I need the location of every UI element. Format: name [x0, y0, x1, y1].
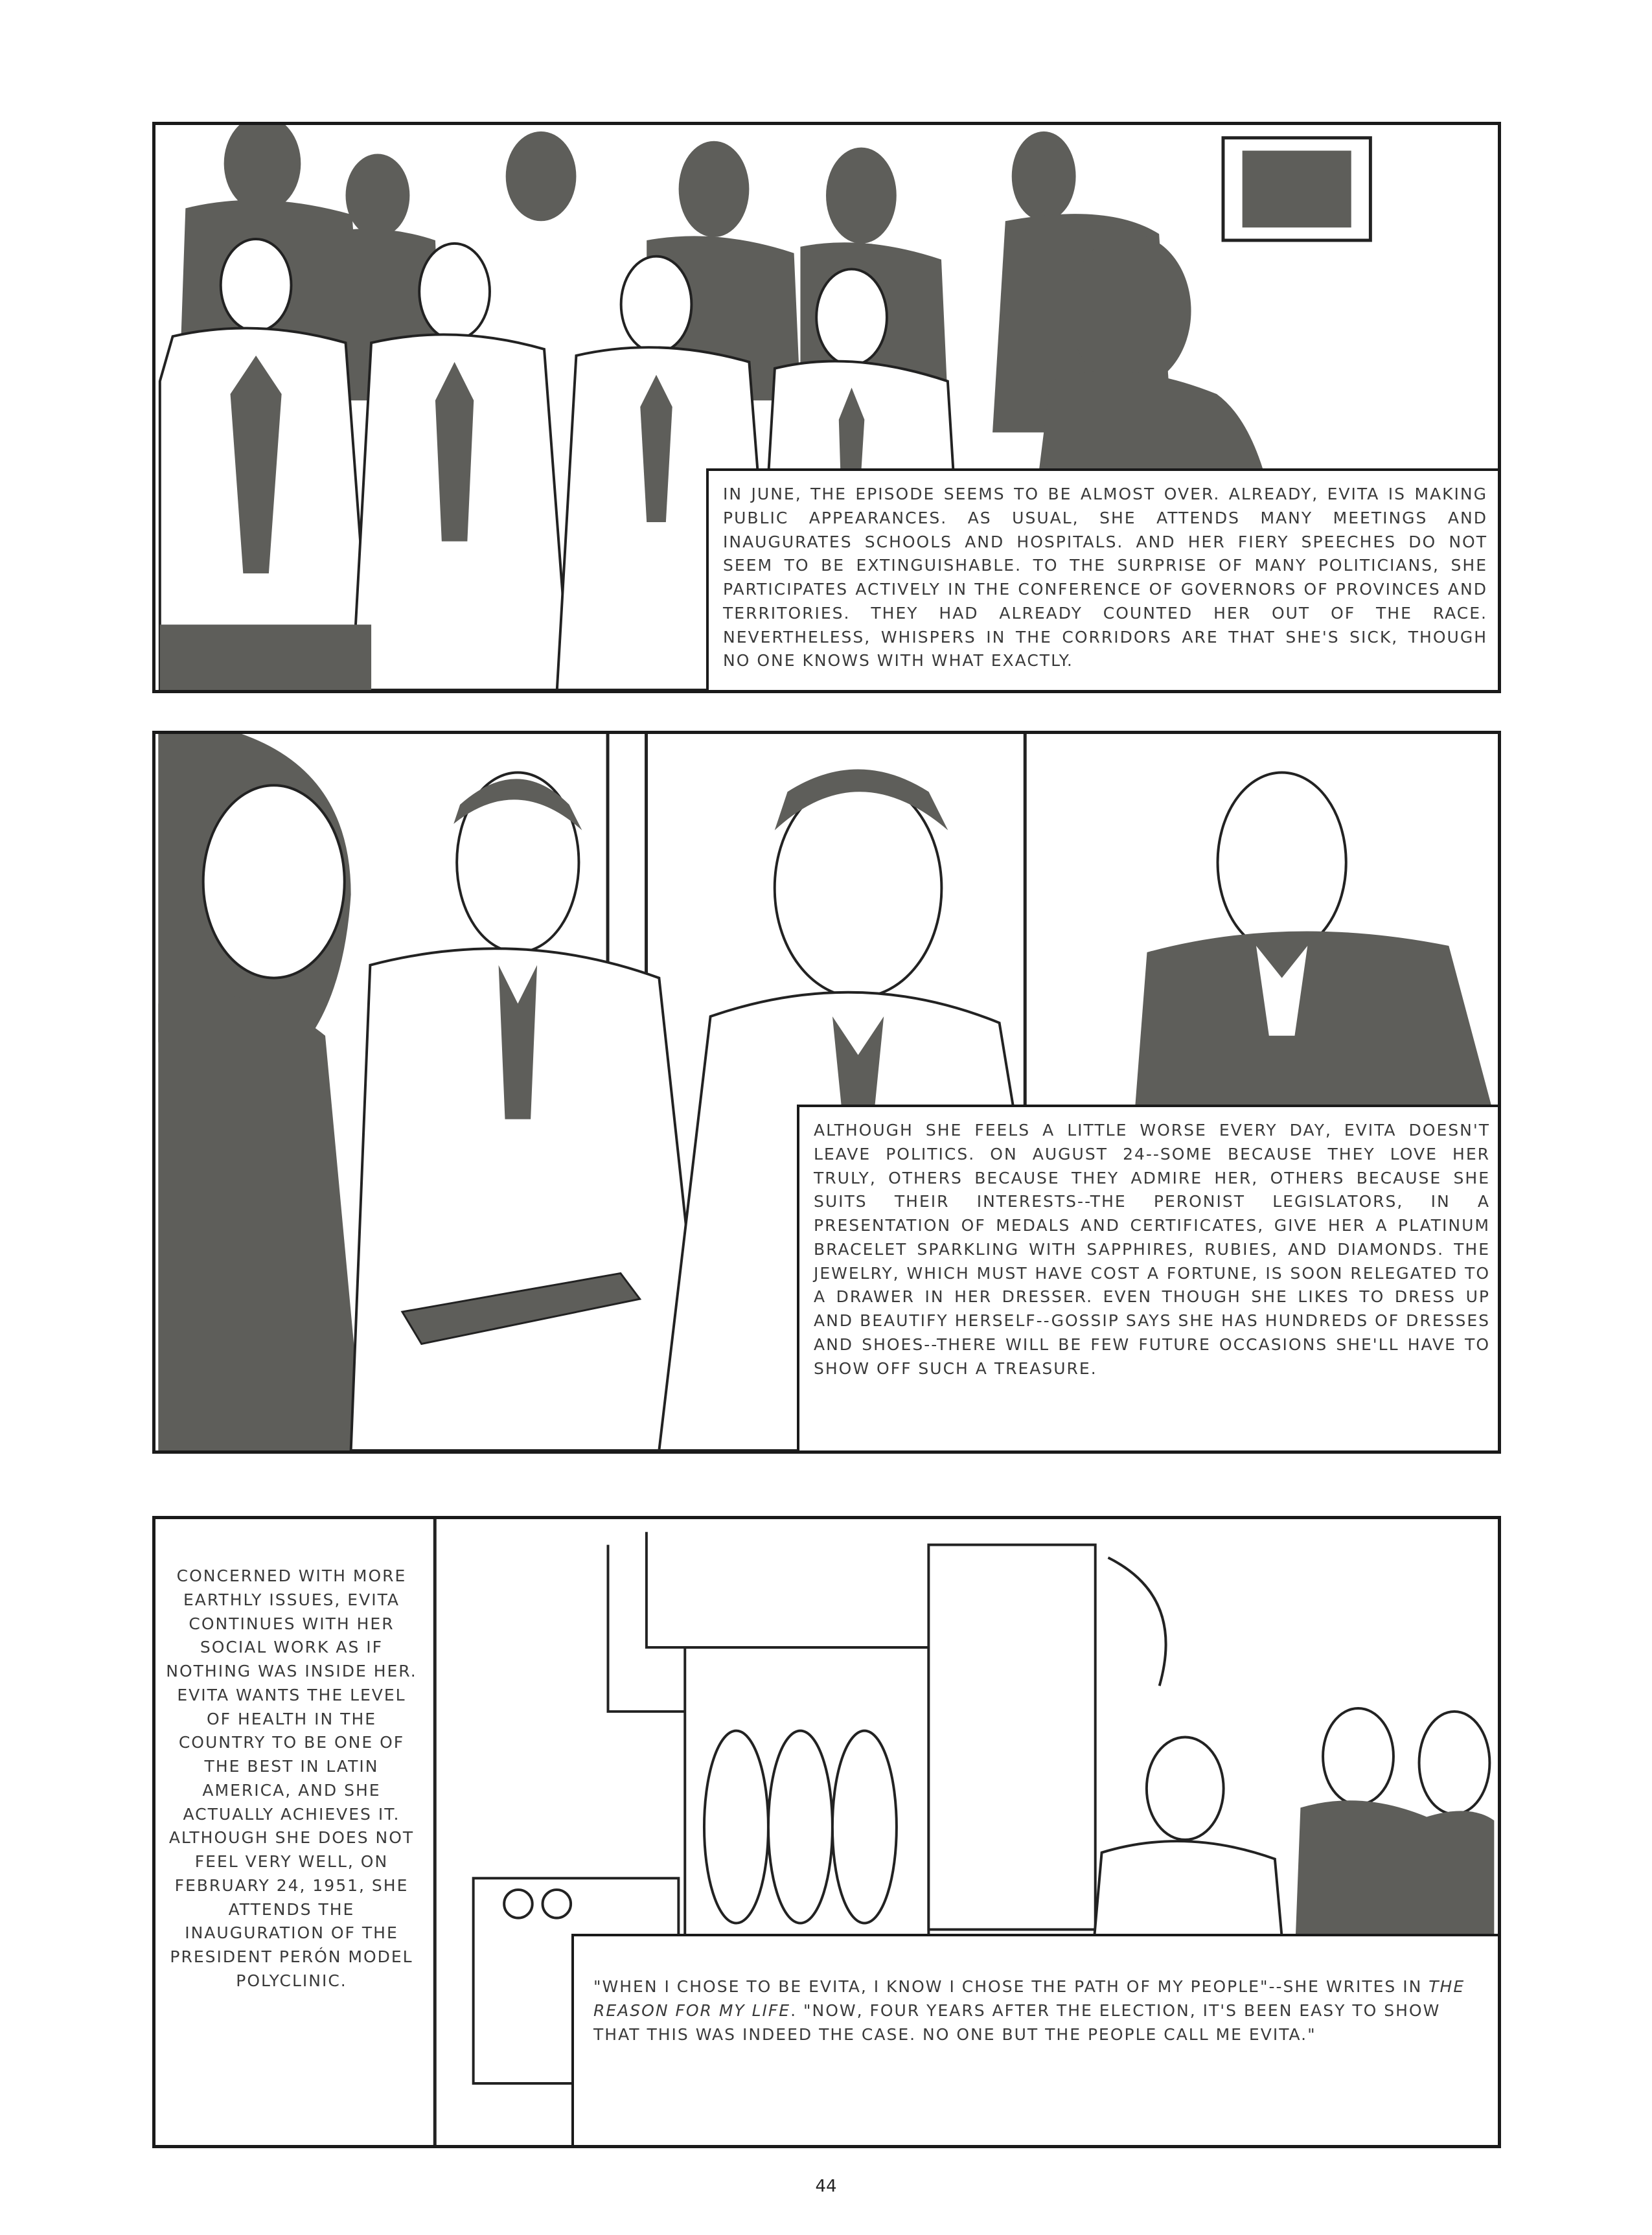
narration-caption: ALTHOUGH SHE FEELS A LITTLE WORSE EVERY DAY, EVITA DOESN'T LEAVE POLITICS. ON AUGUST 24--SOME BECAUSE THEY LOVE HER TRULY, OTHERS BECAUSE THEY ADMIRE HER, OTHERS BECAUSE SHE SUITS THEIR INTERESTS--THE PERONIST LEGISLATORS, IN A PRESENTATION OF MEDALS AND CERTIFICATES, GIVE HER A PLATINUM BRACELET SPARKLING WITH SAPPHIRES, RUBIES, AND DIAMONDS. THE JEWELRY, WHICH MUST HAVE COST A FORTUNE, IS SOON RELEGATED TO A DRAWER IN HER DRESSER. EVEN THOUGH SHE LIKES TO DRESS UP AND BEAUTIFY HERSELF--GOSSIP SAYS SHE HAS HUNDREDS OF DRESSES AND SHOES--THERE WILL BE FEW FUTURE OCCASIONS SHE'LL HAVE TO SHOW OFF SUCH A TREASURE.	[797, 1105, 1501, 1454]
panel-polyclinic	[152, 1516, 1501, 2148]
quote-caption	[571, 1934, 1501, 2148]
side-narration-caption: CONCERNED WITH MORE EARTHLY ISSUES, EVITA CONTINUES WITH HER SOCIAL WORK AS IF NOTHING WAS INSIDE HER. EVITA WANTS THE LEVEL OF HEALTH IN THE COUNTRY TO BE ONE OF THE BEST IN LATIN AMERICA, AND SHE ACTUALLY ACHIEVES IT. ALTHOUGH SHE DOES NOT FEEL VERY WELL, ON FEBRUARY 24, 1951, SHE ATTENDS THE INAUGURATION OF THE PRESIDENT PERÓN MODEL POLYCLINIC.	[155, 1519, 428, 2148]
panel-bracelet-presentation	[152, 731, 1501, 1454]
page-number: 44	[815, 2177, 837, 2196]
panel-politicians-meeting	[152, 122, 1501, 693]
narration-caption: IN JUNE, THE EPISODE SEEMS TO BE ALMOST OVER. ALREADY, EVITA IS MAKING PUBLIC APPEARANCES. AS USUAL, SHE ATTENDS MANY MEETINGS AND INAUGURATES SCHOOLS AND HOSPITALS. AND HER FIERY SPEECHES DO NOT SEEM TO BE EXTINGUISHABLE. TO THE SURPRISE OF MANY POLITICIANS, SHE PARTICIPATES ACTIVELY IN THE CONFERENCE OF GOVERNORS OF PROVINCES AND TERRITORIES. THEY HAD ALREADY COUNTED HER OUT OF THE RACE. NEVERTHELESS, WHISPERS IN THE CORRIDORS ARE THAT SHE'S SICK, THOUGH NO ONE KNOWS WITH WHAT EXACTLY.	[706, 468, 1501, 693]
quote-book-title: THE REASON FOR MY LIFE	[593, 1977, 1465, 2020]
quote-text-part2: . "NOW, FOUR YEARS AFTER THE ELECTION, IT'S BEEN EASY TO SHOW THAT THIS WAS INDEED THE CASE. NO ONE BUT THE PEOPLE CALL ME EVITA."	[593, 2000, 1441, 2044]
quote-text-part1: "WHEN I CHOSE TO BE EVITA, I KNOW I CHOSE THE PATH OF MY PEOPLE"--SHE WRITES IN	[593, 1977, 1429, 1996]
